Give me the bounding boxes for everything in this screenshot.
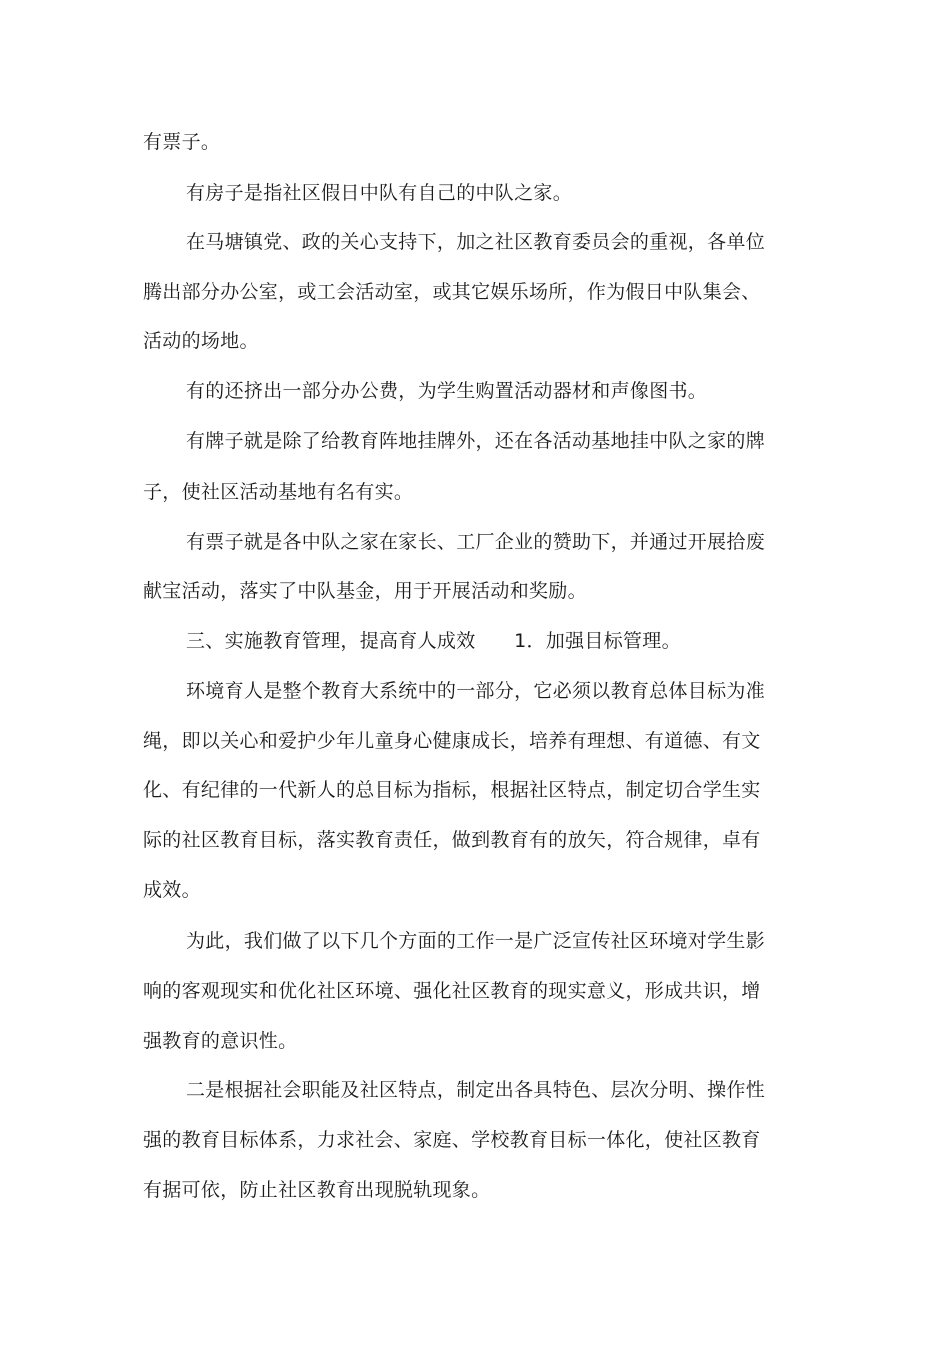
text-line: 强教育的意识性。 bbox=[143, 1030, 298, 1052]
text-line: 有据可依，防止社区教育出现脱轨现象。 bbox=[143, 1179, 491, 1201]
text-line: 在马塘镇党、政的关心支持下，加之社区教育委员会的重视，各单位 bbox=[186, 231, 766, 253]
text-line: 有的还挤出一部分办公费，为学生购置活动器材和声像图书。 bbox=[186, 380, 708, 402]
text-line: 有牌子就是除了给教育阵地挂牌外，还在各活动基地挂中队之家的牌 bbox=[186, 430, 766, 452]
text-line: 腾出部分办公室，或工会活动室，或其它娱乐场所，作为假日中队集会、 bbox=[143, 281, 761, 303]
text-line: 强的教育目标体系，力求社会、家庭、学校教育目标一体化，使社区教育 bbox=[143, 1129, 761, 1151]
text-line: 有房子是指社区假日中队有自己的中队之家。 bbox=[186, 182, 573, 204]
text-line: 子，使社区活动基地有名有实。 bbox=[143, 481, 414, 503]
text-line: 成效。 bbox=[143, 879, 201, 901]
text-line: 献宝活动，落实了中队基金，用于开展活动和奖励。 bbox=[143, 580, 587, 602]
text-line: 环境育人是整个教育大系统中的一部分，它必须以教育总体目标为准 bbox=[186, 680, 766, 702]
text-line: 有票子。 bbox=[143, 131, 221, 153]
text-line: 化、有纪律的一代新人的总目标为指标，根据社区特点，制定切合学生实 bbox=[143, 779, 761, 801]
section-heading: 三、实施教育管理，提高育人成效 1．加强目标管理。 bbox=[186, 630, 681, 652]
text-line: 活动的场地。 bbox=[143, 330, 259, 352]
text-line: 响的客观现实和优化社区环境、强化社区教育的现实意义，形成共识，增 bbox=[143, 980, 761, 1002]
text-line: 二是根据社会职能及社区特点，制定出各具特色、层次分明、操作性 bbox=[186, 1079, 766, 1101]
text-line: 绳，即以关心和爱护少年儿童身心健康成长，培养有理想、有道德、有文 bbox=[143, 730, 761, 752]
text-line: 为此，我们做了以下几个方面的工作一是广泛宣传社区环境对学生影 bbox=[186, 930, 766, 952]
text-line: 际的社区教育目标，落实教育责任，做到教育有的放矢，符合规律，卓有 bbox=[143, 829, 761, 851]
text-line: 有票子就是各中队之家在家长、工厂企业的赞助下，并通过开展拾废 bbox=[186, 531, 766, 553]
